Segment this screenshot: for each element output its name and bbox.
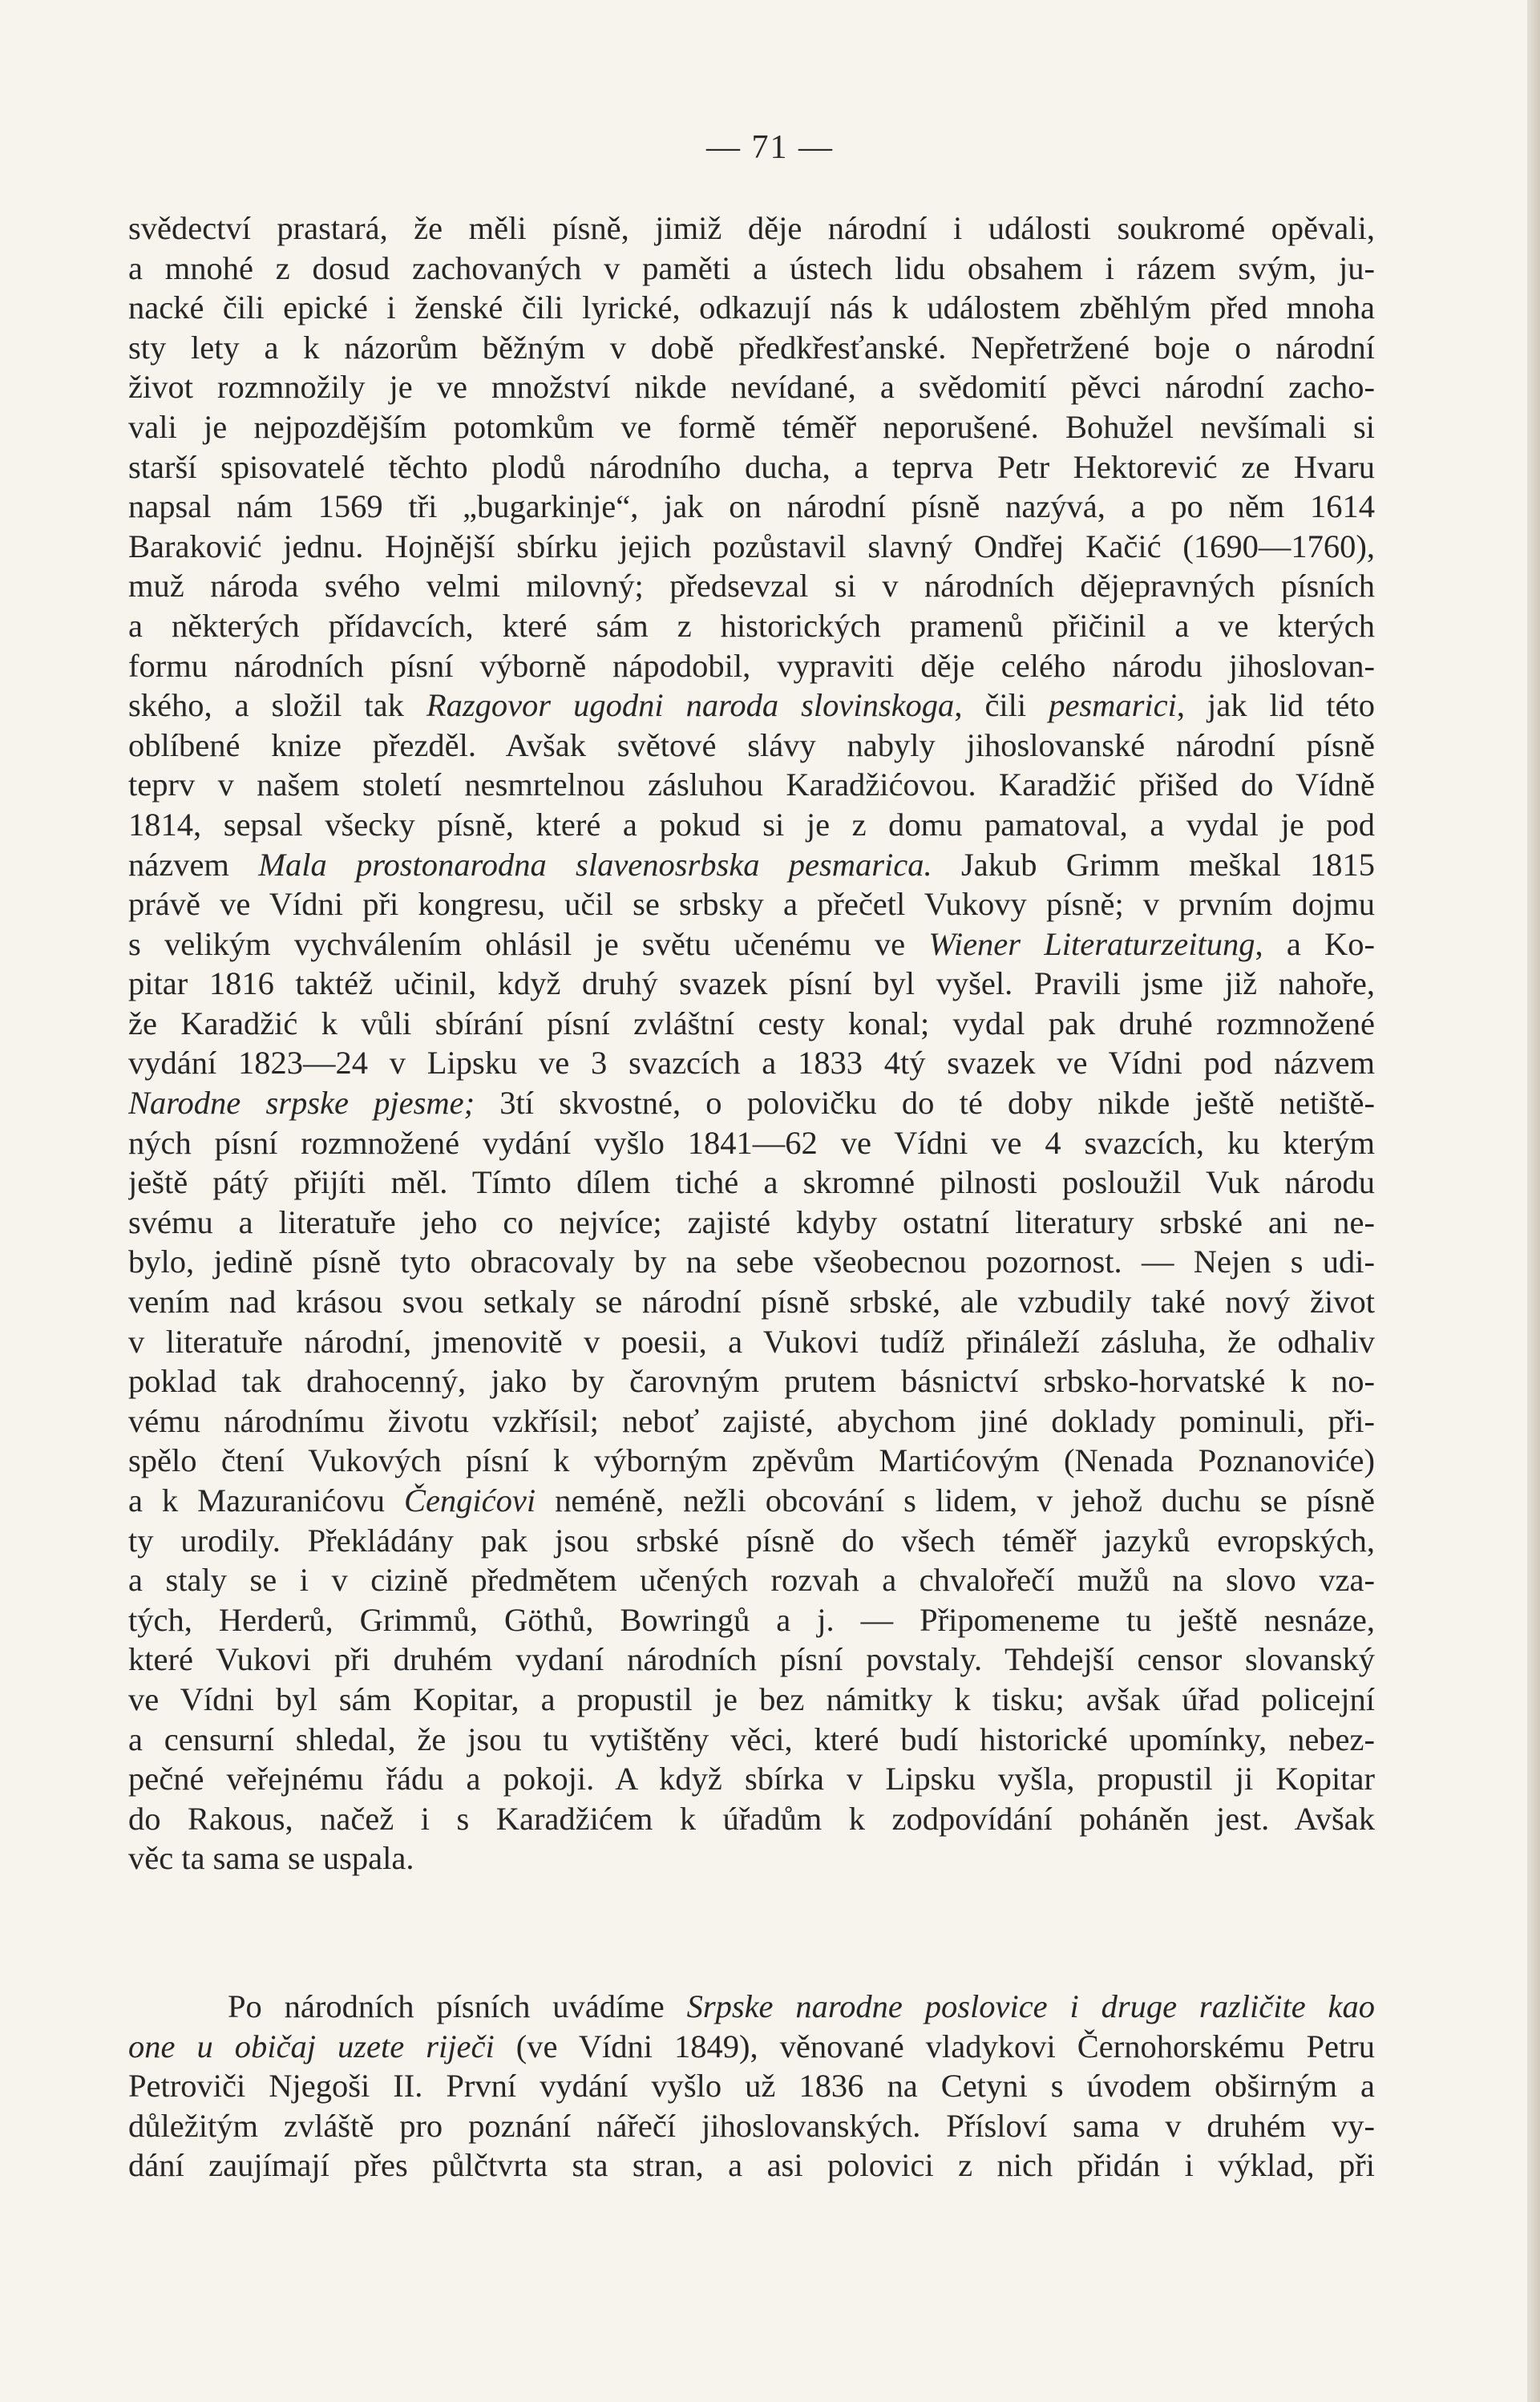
text-run: , čili [954, 687, 1049, 724]
text-line [128, 924, 1375, 964]
text-run: ných písní rozmnožené vydání vyšlo 1841—62 ve Vídni ve 4 svazcích, ku kterým [128, 1124, 1375, 1161]
text-line [128, 367, 1375, 407]
text-run: ještě pátý přijíti měl. Tímto dílem tiché a skromné pilnosti posloužil Vuk národu [128, 1164, 1375, 1201]
text-line [128, 726, 1375, 766]
text-line [128, 1004, 1375, 1044]
text-run: s velikým vychválením ohlásil je světu učenému ve [128, 925, 929, 962]
text-run: názvem [128, 846, 259, 883]
italic-title: Mala prostonarodna slavenosrbska pesmarica. [258, 846, 932, 883]
text-run: , a Ko- [1255, 925, 1375, 962]
text-run: oblíbené knize přezděl. Avšak světové slávy nabyly jihoslovanské národní písně [128, 726, 1375, 763]
text-run: Petroviči Njegoši II. První vydání vyšlo už 1836 na Cetyni s úvodem obširným a [128, 2068, 1375, 2105]
text-line [128, 2066, 1375, 2106]
text-line [128, 1401, 1375, 1442]
text-run: a censurní shledal, že jsou tu vytištěny věci, které budí historické upomínky, nebez- [128, 1721, 1375, 1757]
text-line [128, 527, 1375, 567]
text-line [128, 566, 1375, 606]
text-line [128, 2145, 1375, 2186]
italic-title: pesmarici [1049, 687, 1177, 724]
text-line [128, 2106, 1375, 2146]
italic-title: Čengićovi [403, 1482, 536, 1518]
text-run: 1814, sepsal všecky písně, které a pokud si je z domu pamatoval, a vydal je pod [128, 806, 1375, 843]
text-line [128, 805, 1375, 845]
text-run: vydání 1823—24 v Lipsku ve 3 svazcích a 1833 4tý svazek ve Vídni pod názvem [128, 1045, 1375, 1082]
text-line [128, 646, 1375, 686]
text-line [128, 1521, 1375, 1561]
text-run: sty lety a k názorům běžným v době předkřesťanské. Nepřetržené boje o národní [128, 329, 1375, 366]
text-line [128, 1640, 1375, 1680]
text-run: starší spisovatelé těchto plodů národního ducha, a teprva Petr Hektorević ze Hvaru [128, 448, 1375, 485]
text-run: svému a literatuře jeho co nejvíce; zajisté kdyby ostatní literatury srbské ani ne- [128, 1203, 1375, 1240]
text-line [128, 1441, 1375, 1481]
text-run: a mnohé z dosud zachovaných v paměti a ústech lidu obsahem i rázem svým, ju- [128, 249, 1375, 286]
text-run: vením nad krásou svou setkaly se národní písně srbské, ale vzbudily také nový život [128, 1284, 1375, 1320]
text-line [128, 249, 1375, 289]
text-run: muž národa svého velmi milovný; předsevzal si v národních dějepravných písních [128, 568, 1375, 605]
text-line [128, 1759, 1375, 1799]
text-line [128, 407, 1375, 447]
text-run: vali je nejpozdějším potomkům ve formě téměř neporušené. Bohužel nevšímali si [128, 408, 1375, 445]
text-run: a některých přídavcích, které sám z historických pramenů přičinil a ve kterých [128, 607, 1375, 644]
paragraph-folk-songs [128, 208, 1375, 1878]
text-run: 3tí skvostné, o polovičku do té doby nikde ještě netiště- [475, 1085, 1375, 1122]
text-line [128, 487, 1375, 527]
text-run: v literatuře národní, jmenovitě v poesii, a Vukovi tudíž přináleží zásluha, že odhaliv [128, 1323, 1375, 1360]
text-run: důležitým zvláště pro poznání nářečí jihoslovanských. Přísloví sama v druhém vy- [128, 2107, 1375, 2144]
text-run: poklad tak drahocenný, jako by čarovným prutem básnictví srbsko-horvatské k no- [128, 1363, 1375, 1400]
text-line [128, 1680, 1375, 1720]
text-line [128, 1361, 1375, 1401]
italic-title: Wiener Literaturzeitung [928, 925, 1255, 962]
text-line [128, 964, 1375, 1004]
italic-title: Narodne srpske pjesme; [128, 1085, 475, 1122]
text-line [128, 288, 1375, 328]
italic-title: Srpske narodne poslovice i druge različite kao [686, 1988, 1375, 2024]
text-line [128, 328, 1375, 368]
text-run: které Vukovi při druhém vydaní národních písní povstaly. Tehdejší censor slovanský [128, 1641, 1375, 1678]
text-line [128, 447, 1375, 487]
text-line [128, 606, 1375, 646]
text-run: , jak lid této [1176, 687, 1375, 724]
text-run: že Karadžić k vůli sbírání písní zvláštní cesty konal; vydal pak druhé rozmnožené [128, 1005, 1375, 1041]
text-line [128, 1481, 1375, 1521]
text-run: bylo, jedině písně tyto obracovaly by na sebe všeobecnou pozornost. — Nejen s udi- [128, 1243, 1375, 1280]
text-line [128, 845, 1375, 885]
text-line [128, 884, 1375, 924]
italic-title: one u običaj uzete riječi [128, 2028, 495, 2064]
text-run: ského, a složil tak [128, 687, 426, 724]
text-run: ty urodily. Překládány pak jsou srbské písně do všech téměř jazyků evropských, [128, 1522, 1375, 1559]
text-run: Po národních písních uvádíme [228, 1988, 687, 2024]
text-run: dání zaujímají přes půlčtvrta sta stran, a asi polovici z nich přidán i výklad, při [128, 2147, 1375, 2184]
italic-title: Razgovor ugodni naroda slovinskoga [426, 687, 955, 724]
text-line [128, 1987, 1375, 2027]
page-number: — 71 — [706, 129, 834, 166]
text-run: do Rakous, načež i s Karadžićem k úřadům k zodpovídání poháněn jest. Avšak [128, 1800, 1375, 1837]
text-run: život rozmnožily je ve množství nikde nevídané, a svědomití pěvci národní zacho- [128, 369, 1375, 406]
text-run: pitar 1816 taktéž učinil, když druhý svazek písní byl vyšel. Pravili jsme již nahoře, [128, 965, 1375, 1002]
text-run: spělo čtení Vukových písní k výborným zpěvům Martićovým (Nenada Poznanoviće) [128, 1442, 1375, 1479]
text-run: formu národních písní výborně nápodobil, vypraviti děje celého národu jihoslovan- [128, 647, 1375, 684]
text-line [128, 1203, 1375, 1243]
text-line [128, 1560, 1375, 1600]
text-line [128, 1838, 1375, 1878]
text-run: nacké čili epické i ženské čili lyrické, odkazují nás k událostem zběhlým před mnoha [128, 289, 1375, 326]
text-run: (ve Vídni 1849), věnované vladykovi Černohorskému Petru [494, 2028, 1375, 2064]
text-line [128, 1163, 1375, 1203]
text-line [128, 765, 1375, 805]
text-run: a k Mazuranićovu [128, 1482, 404, 1518]
text-line [128, 1123, 1375, 1163]
text-run: tých, Herderů, Grimmů, Göthů, Bowringů a j. — Připomeneme tu ještě nesnáze, [128, 1601, 1375, 1638]
text-line [128, 1242, 1375, 1282]
text-run: ve Vídni byl sám Kopitar, a propustil je bez námitky k tisku; avšak úřad policejní [128, 1680, 1375, 1717]
text-line [128, 1720, 1375, 1760]
text-line [128, 2027, 1375, 2067]
text-run: pečné veřejnému řádu a pokoji. A když sbírka v Lipsku vyšla, propustil ji Kopitar [128, 1761, 1375, 1797]
paragraph-proverbs [128, 1987, 1375, 2186]
text-run: vému národnímu životu vzkřísil; neboť zajisté, abychom jiné doklady pominuli, při- [128, 1402, 1375, 1439]
text-line [128, 1282, 1375, 1322]
text-line [128, 1799, 1375, 1839]
text-line [128, 1322, 1375, 1362]
text-run: teprv v našem století nesmrtelnou zásluhou Karadžićovou. Karadžić přišed do Vídně [128, 766, 1375, 803]
text-line [128, 1600, 1375, 1640]
text-run: Jakub Grimm meškal 1815 [932, 846, 1375, 883]
text-run: právě ve Vídni při kongresu, učil se srbsky a přečetl Vukovy písně; v prvním dojmu [128, 886, 1375, 923]
text-line [128, 1083, 1375, 1123]
text-run: věc ta sama se uspala. [128, 1840, 414, 1877]
text-run: a staly se i v cizině předmětem učených rozvah a chvalořečí mužů na slovo vza- [128, 1562, 1375, 1599]
text-line [128, 685, 1375, 726]
text-line [128, 1043, 1375, 1083]
text-run: napsal nám 1569 tři „bugarkinje“, jak on národní písně nazývá, a po něm 1614 [128, 488, 1375, 525]
text-line [128, 208, 1375, 249]
text-run: svědectví prastará, že měli písně, jimiž děje národní i události soukromé opěvali, [128, 210, 1375, 246]
text-run: neméně, nežli obcování s lidem, v jehož duchu se písně [536, 1482, 1375, 1518]
text-run: Baraković jednu. Hojnější sbírku jejich pozůstavil slavný Ondřej Kačić (1690—1760), [128, 528, 1375, 564]
